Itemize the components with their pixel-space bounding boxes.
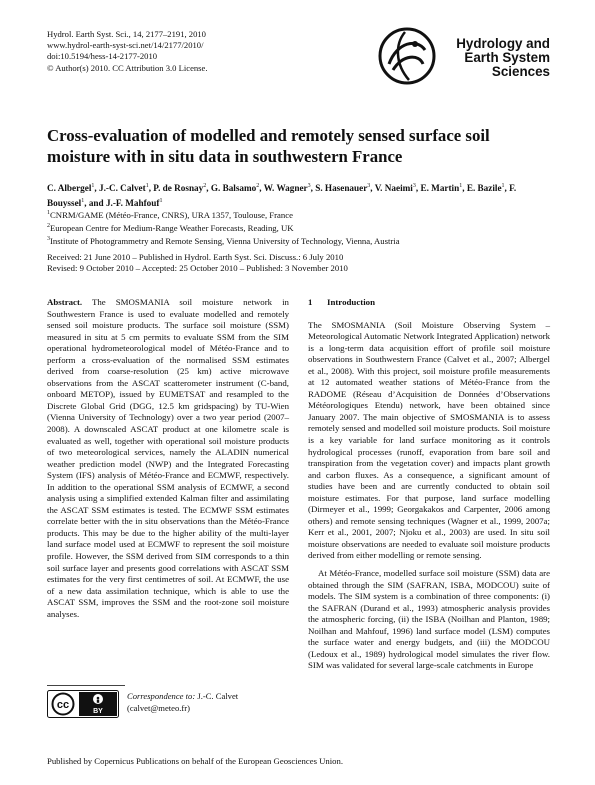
author: J.-F. Mahfouf$^1$ (105, 198, 163, 209)
intro-paragraph-1: The SMOSMANIA (Soil Moisture Observing System – Meteorological Automatic Network Integrated Application) network is a long-term data acquisition effort of profile soil moisture observations in Southwestern France (Calvet et al., 2007; Albergel et al., 2008). With this project, soil moisture profile measurements at 12 automated weather stations of Météo-France from the RADOME (Réseau d’Acquisition de Données d’Observations Météorologiques Etendu) network, have been obtained since January 2007. The main objective of SMOSMANIA is to assess remotely sensed and modelled soil moisture products. Soil moisture is a key variable for land surface monitoring as it controls hydrological processes (runoff, evaporation from bare soil and transpiration from the vegetation cover) and impacts plant growth and carbon fluxes. As a consequence, a significant amount of studies have been and are currently conducted to obtain soil moisture estimates. For that purpose, land surface modelling (Dirmeyer et al., 1999; Georgakakos and Carpenter, 2006 among others) and remote sensing techniques (Wagner et al., 1999, 2007a; Kerr et al., 2001, 2007; Njoku et al., 2003) are used. In situ soil moisture observations are needed to evaluate soil moisture products derived from either modelling or remote sensing. (308, 319, 550, 561)
author: S. Hasenauer$^3$, (315, 183, 375, 194)
publication-dates (47, 252, 552, 275)
publisher-footer: Published by Copernicus Publications on behalf of the European Geosciences Union. (47, 756, 344, 766)
journal-name-line1: Hydrology and (456, 36, 550, 51)
affiliation: $^2$European Centre for Medium-Range Weather Forecasts, Reading, UK (47, 223, 294, 234)
author: F. Bouyssel$^1$, and (47, 183, 517, 209)
correspondence-line (127, 690, 238, 702)
revised-date-line: Revised: 9 October 2010 – Accepted: 25 October 2010 – Published: 3 November 2010 (47, 263, 348, 274)
author: V. Naeimi$^3$, (374, 183, 421, 194)
author-list (47, 180, 552, 210)
affiliation: $^1$CNRM/GAME (Météo-France, CNRS), URA 1357, Toulouse, France (47, 209, 293, 220)
section-title: Introduction (327, 297, 375, 307)
section-number: 1 (308, 297, 313, 307)
correspondence (127, 690, 238, 714)
abstract-text: The SMOSMANIA soil moisture network in Southwestern France is used to evaluate modelled and remotely sensed soil moisture products. The surface soil moisture (SSM) measured in situ at 5 cm permits to evaluate SSM from the SIM operational hydrometeorological model of Météo-France and to perform a cross-evaluation of the normalised SSM estimates derived from coarse-resolution (25 km) active microwave observations from the ASCAT scatterometer instrument (C-band, onboard METOP), issued by EUMETSAT and resampled to the Discrete Global Grid (DGG, 12.5 km gridspacing) by TU-Wien (Vienna University of Technology) over a two year period (2007–2008). A downscaled ASCAT product at one kilometre scale is evaluated as well, together with operational soil moisture products of two meteorological services, namely the ALADIN numerical weather prediction model (NWP) and the Integrated Forecasting System (IFS) analysis of Météo-France and ECMWF, respectively. In addition to the operational SSM analysis of ECMWF, a second analysis using a simplified extended Kalman filter and assimilating the ASCAT SSM estimates is tested. The ECMWF SSM estimates correlate better with the in situ observations than the Météo-France products. This may be due to the higher ability of the multi-layer land surface model used at ECMWF to represent the soil moisture profile. However, the SSM derived from SIM corresponds to a thin soil surface layer and presents good correlations with ASCAT SSM estimates for the very first centimetres of soil. At ECMWF, the use of a new data assimilation technique, which is able to use the ASCAT SSM, improves the SSM and the root-zone soil moisture analyses. (47, 297, 289, 619)
received-date-line: Received: 21 June 2010 – Published in Hydrol. Earth Syst. Sci. Discuss.: 6 July 2010 (47, 252, 344, 262)
intro-paragraph-2: At Météo-France, modelled surface soil moisture (SSM) data are obtained through the SIM (SAFRAN, ISBA, MODCOU) suite of models. The SIM system is a combination of three components: (i) the SAFRAN (Durand et al., 1993) atmospheric analysis provides the atmospheric forcing, (ii) the ISBA (Noilhan and Planton, 1989; Noilhan and Mahfouf, 1996) land surface model (LSM) computes the surface water and energy budgets, and (iii) the MODCOU (Ledoux et al., 1989) hydrological model simulates the river flow. SIM was validated for several large-scale catchments in Europe (308, 568, 550, 671)
by-label: BY (93, 708, 103, 715)
affiliation: $^3$Institute of Photogrammetry and Remote Sensing, Vienna University of Technology, Vienna, Austria (47, 236, 400, 247)
author: J.-C. Calvet$^1$, (99, 183, 154, 194)
affiliation-list (47, 208, 552, 248)
author: G. Balsamo$^2$, (210, 183, 264, 194)
introduction-section (308, 297, 550, 672)
journal-name-line3: Sciences (491, 64, 550, 80)
citation-journal: Hydrol. Earth Syst. Sci., 14, 2177–2191, 2010 (47, 29, 206, 39)
cc-label: cc (56, 699, 70, 711)
egu-logo-icon (375, 24, 439, 88)
author: E. Bazile$^1$, (466, 183, 510, 194)
journal-name-line2: Earth System (464, 50, 550, 66)
correspondence-email[interactable]: (calvet@meteo.fr) (127, 703, 191, 713)
citation-url[interactable]: www.hydrol-earth-syst-sci.net/14/2177/2010/ (47, 40, 204, 51)
author: E. Martin$^1$, (420, 183, 467, 194)
journal-name (456, 37, 550, 80)
citation-doi[interactable]: doi:10.5194/hess-14-2177-2010 (47, 51, 158, 62)
author: W. Wagner$^3$, (263, 183, 316, 194)
paper-title: Cross-evaluation of modelled and remotely sensed surface soil moisture with in situ data in southwestern France (47, 126, 490, 166)
section-heading (308, 297, 550, 309)
abstract-label: Abstract. (47, 297, 83, 307)
correspondence-name: J.-C. Calvet (197, 691, 239, 701)
correspondence-label: Correspondence to: (127, 691, 196, 701)
abstract (47, 297, 289, 620)
creative-commons-icon (47, 690, 119, 718)
author: C. Albergel$^1$, (47, 183, 99, 194)
journal-logo (375, 24, 550, 88)
citation-header (47, 29, 208, 74)
author: P. de Rosnay$^2$, (153, 183, 211, 194)
citation-license: © Author(s) 2010. CC Attribution 3.0 License. (47, 62, 208, 73)
footnote-rule (47, 685, 125, 686)
cc-by-badge[interactable] (47, 690, 119, 718)
